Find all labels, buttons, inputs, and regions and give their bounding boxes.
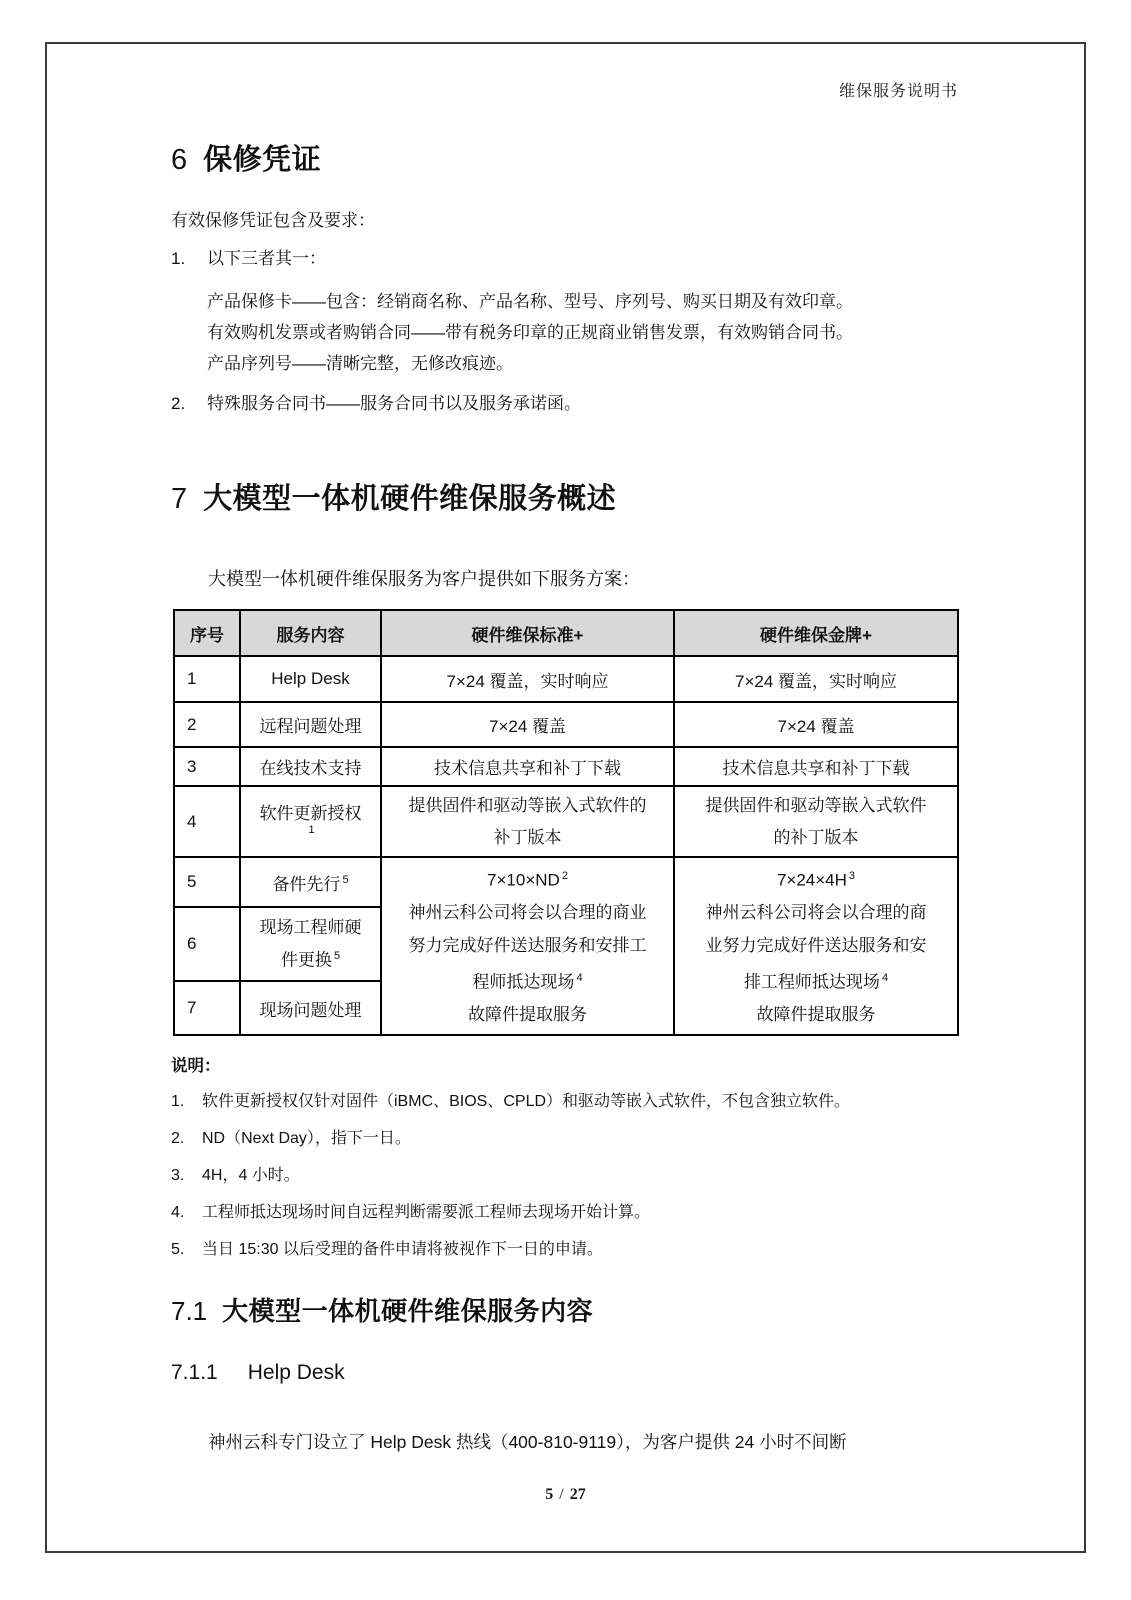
footnote-ref: 3 — [848, 870, 856, 882]
table-header-row — [174, 610, 958, 656]
section-7-1-1-heading — [171, 1360, 958, 1386]
cell-gold: 7×24 覆盖 — [674, 702, 958, 747]
footnote-ref: 5 — [342, 873, 349, 886]
cell-service: Help Desk — [240, 656, 381, 702]
cell-line — [679, 860, 953, 897]
cell-text: 排工程师抵达现场 — [743, 972, 880, 992]
page-number-total: 27 — [569, 1486, 586, 1503]
cell-line: 业努力完成好件送达服务和安 — [705, 935, 927, 955]
cell-service: 现场问题处理 — [240, 981, 381, 1035]
note-text: 软件更新授权仅针对固件（iBMC、BIOS、CPLD）和驱动等嵌入式软件，不包含独立软件。 — [202, 1092, 851, 1110]
section-7-1-1-number: 7.1.1 — [171, 1360, 218, 1384]
page-number-separator: / — [559, 1486, 564, 1503]
cell-line: 努力完成好件送达服务和安排工 — [408, 935, 647, 955]
list-marker: 1. — [171, 249, 186, 268]
cell-text: 件更换 — [280, 951, 332, 971]
cell-line: 的补丁版本 — [773, 827, 859, 847]
cell-line: 故障件提取服务 — [756, 1005, 876, 1025]
table-row — [174, 786, 958, 857]
list-sub-lines — [171, 286, 958, 379]
cell-text: 7×10×ND — [487, 870, 560, 890]
section-7-title: 大模型一体机硬件维保服务概述 — [203, 483, 617, 515]
cell-gold — [674, 786, 958, 857]
table-row — [174, 747, 958, 786]
section-6-number: 6 — [171, 144, 188, 176]
sub-line: 产品保修卡——包含：经销商名称、产品名称、型号、序列号、购买日期及有效印章。 — [207, 292, 853, 311]
cell-service — [240, 857, 381, 907]
footnote-ref: 4 — [881, 972, 889, 985]
cell-std — [381, 786, 674, 857]
page-number-current: 5 — [545, 1486, 554, 1503]
sub-line: 有效购机发票或者购销合同——带有税务印章的正规商业销售发票，有效购销合同书。 — [207, 323, 853, 342]
note-marker: 1. — [171, 1092, 185, 1110]
page-content — [171, 44, 958, 1455]
cell-line: 神州云科公司将会以合理的商 — [705, 903, 927, 923]
cell-line: 神州云科公司将会以合理的商业 — [408, 903, 647, 923]
warranty-list — [171, 247, 958, 416]
footnote-ref: 1 — [308, 823, 315, 836]
cell-gold: 技术信息共享和补丁下载 — [674, 747, 958, 786]
list-text: 特殊服务合同书——服务合同书以及服务承诺函。 — [207, 394, 581, 413]
section-7-1-title: 大模型一体机硬件维保服务内容 — [222, 1295, 594, 1326]
cell-line: 提供固件和驱动等嵌入式软件 — [705, 795, 927, 815]
table-row — [174, 656, 958, 702]
cell-line — [679, 962, 953, 999]
page-footer — [0, 1486, 1131, 1504]
cell-line: 提供固件和驱动等嵌入式软件的 — [408, 795, 647, 815]
list-item — [171, 392, 958, 416]
document-header — [171, 78, 958, 101]
cell-std-merged — [381, 857, 674, 1035]
service-table — [173, 609, 959, 1036]
sub-line: 产品序列号——清晰完整，无修改痕迹。 — [207, 354, 513, 373]
cell-text: 7×24×4H — [776, 870, 847, 890]
note-text: 当日 15:30 以后受理的备件申请将被视作下一日的申请。 — [202, 1240, 603, 1258]
cell-no: 5 — [174, 857, 240, 907]
column-header: 序号 — [174, 610, 240, 656]
cell-line: 故障件提取服务 — [468, 1005, 587, 1025]
note-item — [171, 1128, 958, 1150]
section-7-number: 7 — [171, 483, 188, 515]
note-marker: 4. — [171, 1203, 185, 1221]
list-item — [171, 247, 958, 271]
cell-line: 补丁版本 — [493, 827, 562, 847]
section-7-1-number: 7.1 — [171, 1295, 208, 1326]
note-item — [171, 1091, 958, 1113]
note-text: 工程师抵达现场时间自远程判断需要派工程师去现场开始计算。 — [202, 1203, 651, 1221]
cell-no: 1 — [174, 656, 240, 702]
cell-text: 程师抵达现场 — [472, 972, 575, 992]
cell-no: 6 — [174, 907, 240, 981]
note-marker: 2. — [171, 1129, 185, 1147]
column-header: 硬件维保金牌+ — [674, 610, 958, 656]
section-6-title: 保修凭证 — [203, 144, 322, 176]
note-text: 4H，4 小时。 — [202, 1166, 300, 1184]
helpdesk-paragraph: 神州云科专门设立了 Help Desk 热线（400-810-9119），为客户提供 24 小时不间断 — [208, 1431, 847, 1452]
cell-service: 在线技术支持 — [240, 747, 381, 786]
section-7-1-heading — [171, 1296, 958, 1326]
cell-no: 4 — [174, 786, 240, 857]
footnote-ref: 2 — [561, 870, 568, 882]
cell-no: 7 — [174, 981, 240, 1035]
table-intro: 大模型一体机硬件维保服务为客户提供如下服务方案： — [208, 569, 640, 589]
cell-gold: 7×24 覆盖，实时响应 — [674, 656, 958, 702]
document-header-title: 维保服务说明书 — [838, 83, 958, 100]
cell-service — [240, 907, 381, 981]
note-marker: 3. — [171, 1166, 185, 1184]
list-text: 以下三者其一： — [207, 249, 326, 268]
notes-label: 说明： — [171, 1056, 221, 1075]
table-row — [174, 857, 958, 907]
cell-std: 7×24 覆盖 — [381, 702, 674, 747]
note-item — [171, 1202, 958, 1224]
warranty-intro: 有效保修凭证包含及要求： — [171, 211, 375, 230]
cell-line — [245, 824, 376, 845]
table-row — [174, 702, 958, 747]
page-border-frame — [45, 42, 1086, 1553]
column-header: 服务内容 — [240, 610, 381, 656]
footnote-ref: 4 — [576, 972, 583, 985]
cell-no: 2 — [174, 702, 240, 747]
note-text: ND（Next Day），指下一日。 — [202, 1129, 411, 1147]
section-7-heading — [171, 482, 958, 516]
section-6-heading — [171, 143, 958, 177]
list-marker: 2. — [171, 394, 186, 413]
cell-text: 备件先行 — [272, 874, 341, 894]
cell-line: 现场工程师硬 — [259, 918, 362, 938]
cell-std: 7×24 覆盖，实时响应 — [381, 656, 674, 702]
note-marker: 5. — [171, 1240, 185, 1258]
section-7-1-1-title: Help Desk — [247, 1360, 345, 1384]
cell-line — [245, 942, 376, 975]
notes-list — [171, 1091, 958, 1261]
cell-no: 3 — [174, 747, 240, 786]
note-item — [171, 1165, 958, 1187]
note-item — [171, 1239, 958, 1261]
column-header: 硬件维保标准+ — [381, 610, 674, 656]
cell-service — [240, 786, 381, 857]
cell-line — [386, 962, 669, 999]
cell-gold-merged — [674, 857, 958, 1035]
cell-std: 技术信息共享和补丁下载 — [381, 747, 674, 786]
cell-line — [386, 860, 669, 897]
cell-line: 软件更新授权 — [259, 803, 362, 823]
cell-service: 远程问题处理 — [240, 702, 381, 747]
footnote-ref: 5 — [333, 950, 341, 963]
